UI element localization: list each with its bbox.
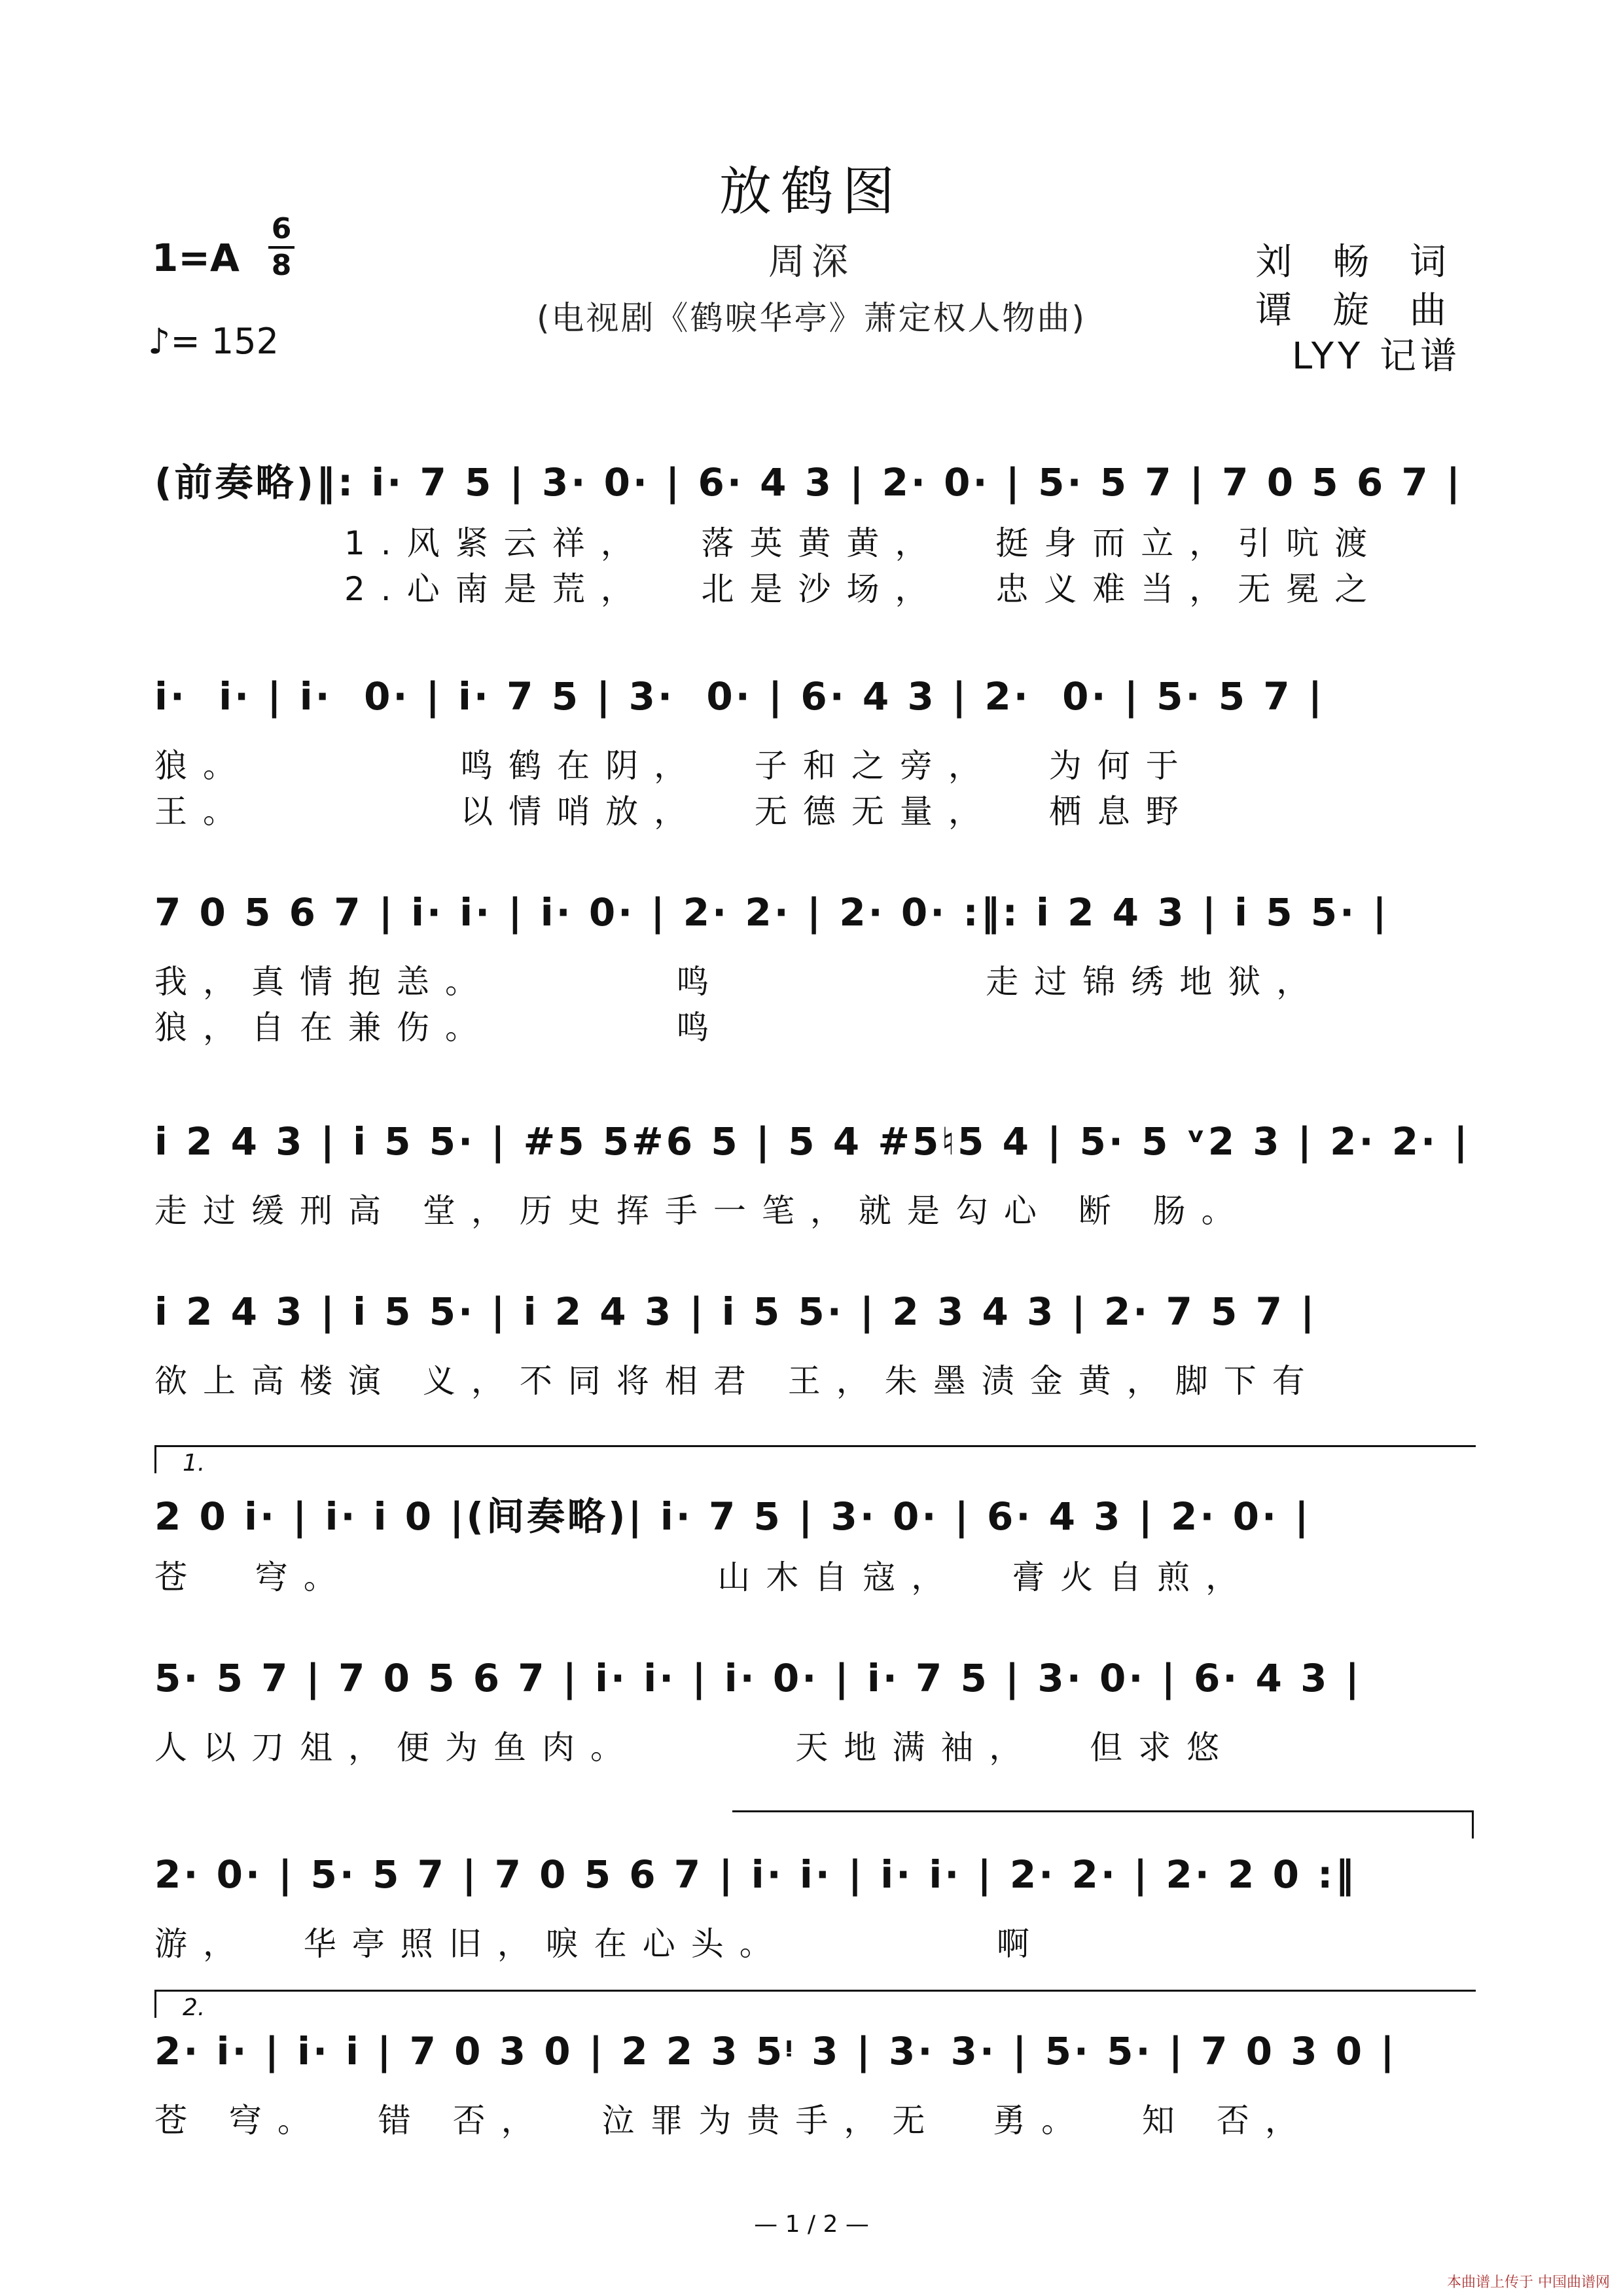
volta-label: 2. [183,1994,205,2021]
volta-bracket-2 [154,1990,1476,2021]
tempo-marking: ♪= 152 [148,321,279,362]
lyrics-verse-1: 我，真情抱恙。 鸣 走过锦绣地狱， [154,963,1325,1001]
notation-line: i 2 4 3 | i 5 5· | #5 5#6 5 | 5 4 #5♮5 4 | 5· 5 ᵛ2 3 | 2· 2· | [154,1119,1471,1164]
time-signature-top: 6 [271,212,292,245]
volta-bracket-1-end [732,1810,1474,1839]
notation-line: 2· 0· | 5· 5 7 | 7 0 5 6 7 | i· i· | i· i· | 2· 2· | 2· 2 0 :‖ [154,1852,1357,1897]
site-watermark: 本曲谱上传于 中国曲谱网 [1447,2274,1610,2291]
lyrics-verse-2: 狼，自在兼伤。 鸣 [154,1009,725,1047]
lyrics-verse-1: 狼。 鸣鹤在阴， 子和之旁， 为何于 [154,747,1194,785]
time-signature-bottom: 8 [271,249,292,282]
notation-line: (前奏略)‖: i· 7 5 | 3· 0· | 6· 4 3 | 2· 0· | 5· 5 7 | 7 0 5 6 7 | [154,460,1463,505]
lyrics-verse-1: 走过缓刑高 堂，历史挥手一笔，就是勾心 断 肠。 [154,1192,1250,1230]
volta-label: 1. [183,1450,205,1477]
notation-line: 5· 5 7 | 7 0 5 6 7 | i· i· | i· 0· | i· 7 5 | 3· 0· | 6· 4 3 | [154,1656,1362,1700]
lyrics-verse-1: 欲上高楼演 义，不同将相君 王，朱墨渍金黄，脚下有 [154,1362,1321,1400]
notation-line: 2 0 i· | i· i 0 |(间奏略)| i· 7 5 | 3· 0· | 6· 4 3 | 2· 0· | [154,1494,1311,1539]
notation-line: i· i· | i· 0· | i· 7 5 | 3· 0· | 6· 4 3 | 2· 0· | 5· 5 7 | [154,674,1325,719]
lyrics-verse-1: 苍 穹。 山木自寇， 膏火自煎， [154,1558,1255,1596]
lyrics-verse-1: 游， 华亭照旧，唳在心头。 啊 [154,1925,1045,1963]
notation-line: i 2 4 3 | i 5 5· | i 2 4 3 | i 5 5· | 2 3 4 3 | 2· 7 5 7 | [154,1289,1317,1334]
transcriber-credit: LYY 记谱 [1292,335,1461,378]
song-subtitle: (电视剧《鹤唳华亭》萧定权人物曲) [536,299,1086,337]
lyrics-verse-2: 王。 以情哨放， 无德无量， 栖息野 [154,793,1194,831]
lyrics-verse-1: 人以刀俎，便为鱼肉。 天地满袖， 但求悠 [154,1729,1236,1767]
lyricist-credit: 刘 畅 词 [1255,241,1461,283]
notation-line: 2· i· | i· i | 7 0 3 0 | 2 2 3 5ᵎ 3 | 3· 3· | 5· 5· | 7 0 3 0 | [154,2029,1397,2073]
key-signature: 1=A [152,236,240,280]
singer-name: 周深 [768,241,855,283]
song-title: 放鹤图 [719,161,904,222]
notation-line: 7 0 5 6 7 | i· i· | i· 0· | 2· 2· | 2· 0· :‖: i 2 4 3 | i 5 5· | [154,890,1389,935]
lyrics-verse-2: 2.心南是荒， 北是沙场， 忠义难当，无冕之 [344,570,1383,608]
lyrics-verse-1: 1.风紧云祥， 落英黄黄， 挺身而立，引吭渡 [344,524,1383,562]
lyrics-verse-1: 苍 穹。 错 否， 泣罪为贵手，无 勇。 知 否， [154,2102,1313,2140]
volta-bracket-1 [154,1445,1476,1477]
composer-credit: 谭 旋 曲 [1255,289,1461,332]
page-number: — 1 / 2 — [754,2211,869,2238]
